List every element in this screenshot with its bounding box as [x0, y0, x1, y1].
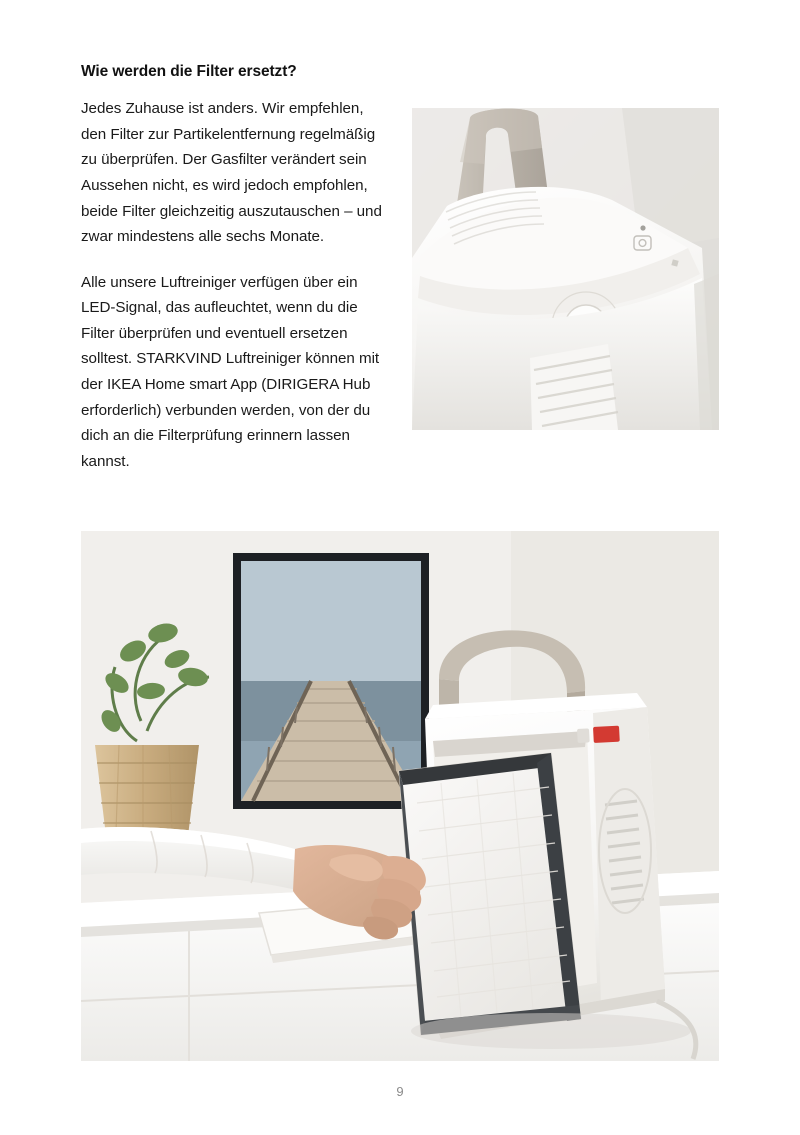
product-detail-photo — [412, 108, 719, 430]
paragraph-1: Jedes Zuhause ist anders. Wir empfehlen, den Filter zur Partikelentfernung regelmäßig zu überprüfen. Der Gasfilter verändert sein Aussehen nicht, es wird jedoch empfohlen, beide Filter gleichzeitig auszutauschen – und zwar mindestens alle sechs Monate. — [81, 100, 382, 246]
filter-replacement-photo — [81, 531, 719, 1061]
paragraph-2: Alle unsere Luftreiniger verfügen über ein LED-Signal, das aufleuchtet, wenn du die Filter überprüfen und eventuell ersetzen solltest. STARKVIND Luftreiniger können mit der IKEA Home smart App (DIRIGERA Hub erforderlich) verbunden werden, von der du dich an die Filterprüfung erinnern lassen kannst. — [81, 273, 380, 470]
filter-cover-panel — [399, 753, 581, 1035]
article-text-column — [81, 62, 391, 474]
page-title: Wie werden die Filter ersetzt? — [81, 63, 297, 80]
page-number: 9 — [396, 1084, 404, 1099]
